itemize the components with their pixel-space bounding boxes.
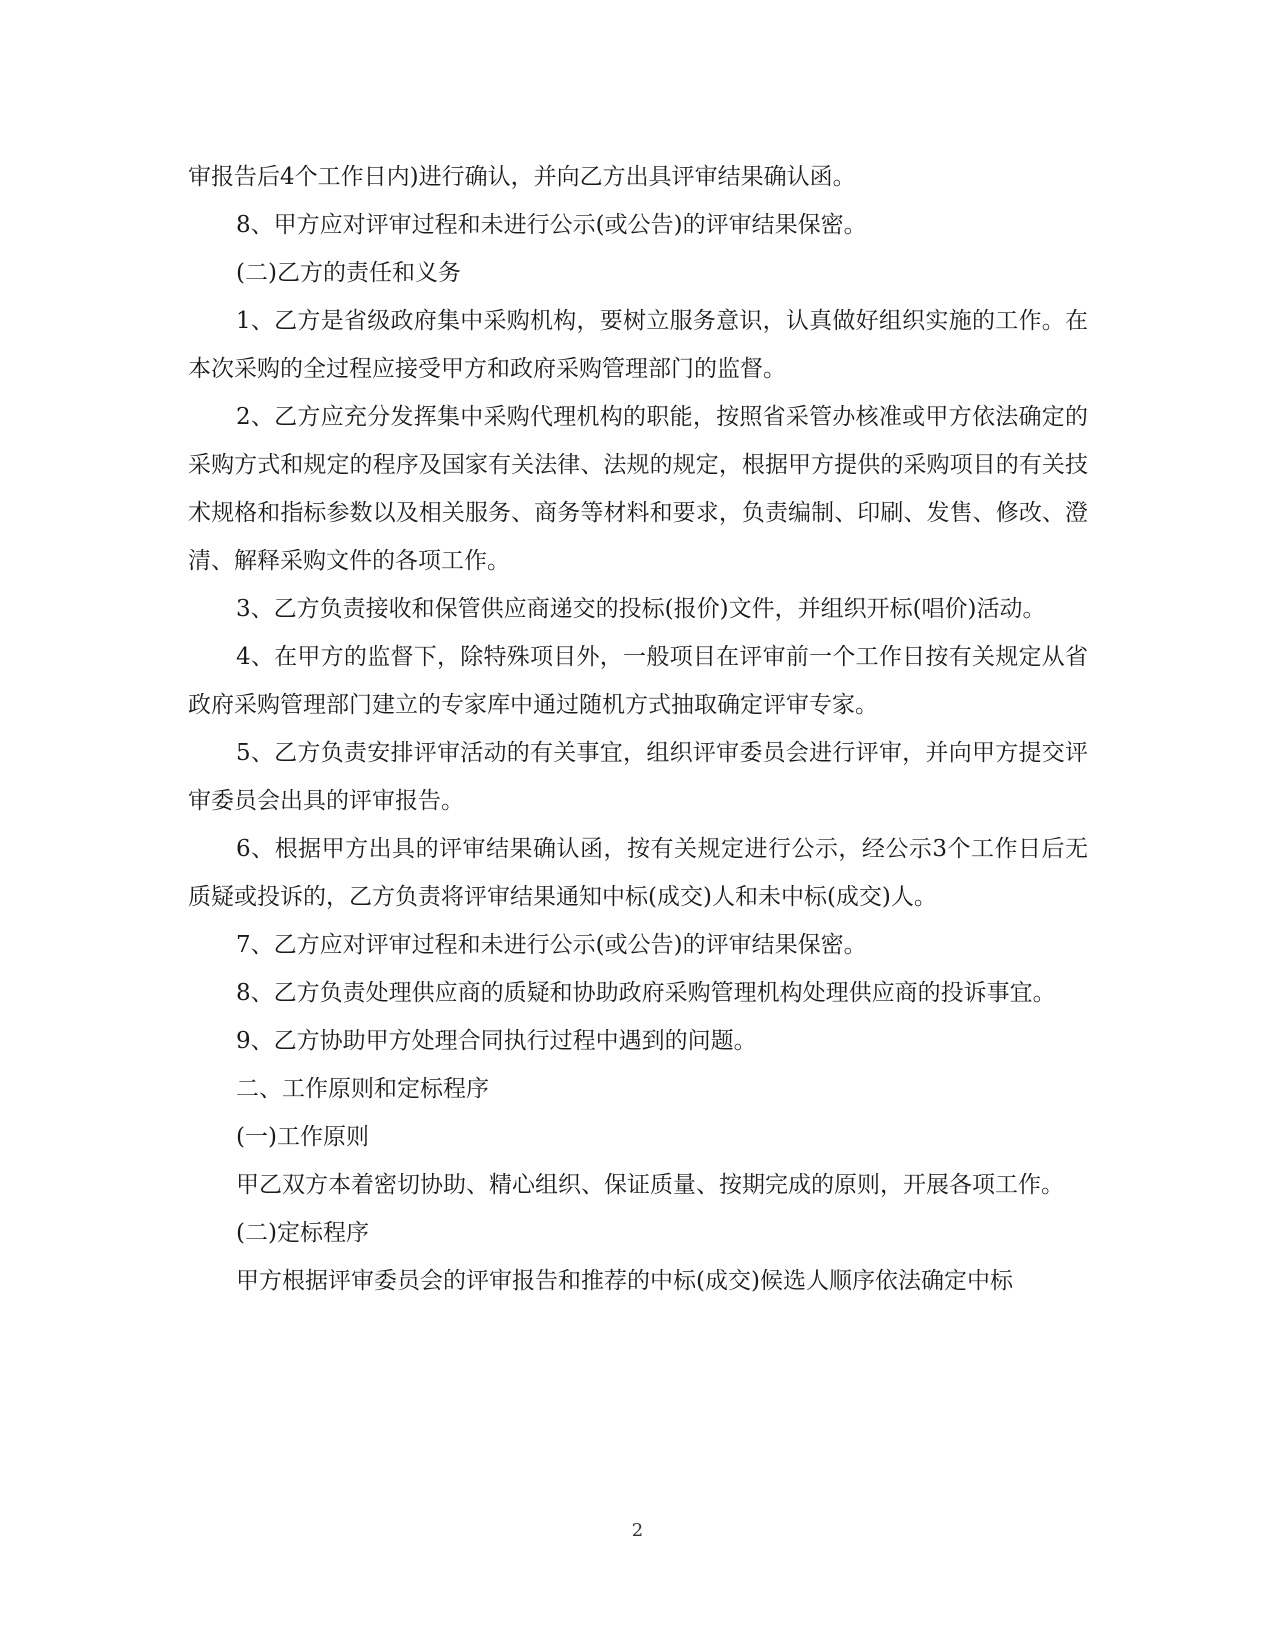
paragraph-11: 8、乙方负责处理供应商的质疑和协助政府采购管理机构处理供应商的投诉事宜。 <box>236 980 1056 1006</box>
document-body <box>188 153 1088 1305</box>
section-heading-party-b: (二)乙方的责任和义务 <box>236 260 461 286</box>
section-heading-principles: 二、工作原则和定标程序 <box>236 1076 489 1102</box>
paragraph-15: 甲乙双方本着密切协助、精心组织、保证质量、按期完成的原则，开展各项工作。 <box>236 1172 1064 1198</box>
paragraph-2: 8、甲方应对评审过程和未进行公示(或公告)的评审结果保密。 <box>236 212 867 238</box>
paragraph-6: 3、乙方负责接收和保管供应商递交的投标(报价)文件，并组织开标(唱价)活动。 <box>236 596 1046 622</box>
subsection-heading-work-principles: (一)工作原则 <box>236 1124 369 1150</box>
subsection-heading-award-procedure: (二)定标程序 <box>236 1220 369 1246</box>
paragraph-10: 7、乙方应对评审过程和未进行公示(或公告)的评审结果保密。 <box>236 932 867 958</box>
paragraph-4: 1、乙方是省级政府集中采购机构，要树立服务意识，认真做好组织实施的工作。在本次采购的全过程应接受甲方和政府采购管理部门的监督。 <box>188 308 1088 382</box>
paragraph-1: 审报告后4个工作日内)进行确认，并向乙方出具评审结果确认函。 <box>188 164 856 190</box>
paragraph-9: 6、根据甲方出具的评审结果确认函，按有关规定进行公示，经公示3个工作日后无质疑或投诉的，乙方负责将评审结果通知中标(成交)人和未中标(成交)人。 <box>188 836 1088 910</box>
paragraph-5: 2、乙方应充分发挥集中采购代理机构的职能，按照省采管办核准或甲方依法确定的采购方式和规定的程序及国家有关法律、法规的规定，根据甲方提供的采购项目的有关技术规格和指标参数以及相关服务、商务等材料和要求，负责编制、印刷、发售、修改、澄清、解释采购文件的各项工作。 <box>188 404 1088 574</box>
paragraph-8: 5、乙方负责安排评审活动的有关事宜，组织评审委员会进行评审，并向甲方提交评审委员会出具的评审报告。 <box>188 740 1088 814</box>
paragraph-17: 甲方根据评审委员会的评审报告和推荐的中标(成交)候选人顺序依法确定中标 <box>236 1268 1013 1294</box>
page-number: 2 <box>631 1520 644 1541</box>
paragraph-12: 9、乙方协助甲方处理合同执行过程中遇到的问题。 <box>236 1028 757 1054</box>
paragraph-7: 4、在甲方的监督下，除特殊项目外，一般项目在评审前一个工作日按有关规定从省政府采购管理部门建立的专家库中通过随机方式抽取确定评审专家。 <box>188 644 1088 718</box>
